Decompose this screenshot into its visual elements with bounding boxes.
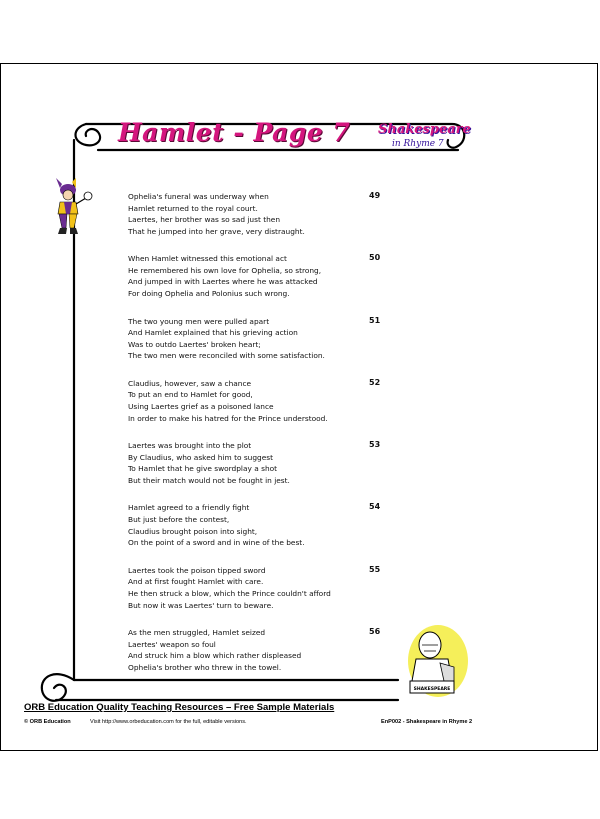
- stanza-56: [128, 627, 388, 689]
- stanza-line: To Hamlet that he give swordplay a shot: [128, 464, 278, 474]
- stanza-51: [128, 316, 388, 378]
- stanza-line: Laertes was brought into the plot: [128, 441, 252, 451]
- logo-sub-text: in Rhyme 7: [392, 139, 444, 149]
- stanza-number: 56: [369, 627, 381, 637]
- footer-copyright: © ORB Education: [24, 719, 71, 725]
- stanza-line: Laertes, her brother was so sad just then: [128, 215, 281, 225]
- stanza-line: He then struck a blow, which the Prince couldn't afford: [128, 588, 331, 598]
- series-logo: [378, 122, 471, 154]
- stanza-52: [128, 378, 388, 440]
- stanza-line: But their match would not be fought in jest.: [128, 475, 290, 485]
- stanza-53: [128, 440, 388, 502]
- stanza-line: But now it was Laertes' turn to beware.: [128, 600, 274, 610]
- stanza-line: On the point of a sword and in wine of the best.: [128, 538, 305, 548]
- stanza-50: [128, 253, 388, 315]
- stanza-line: And at first fought Hamlet with care.: [128, 577, 264, 587]
- stanza-line: He remembered his own love for Ophelia, so strong,: [128, 265, 322, 275]
- stanza-line: Hamlet agreed to a friendly fight: [128, 503, 250, 513]
- stanza-number: 53: [369, 440, 381, 450]
- stanza-line: As the men struggled, Hamlet seized: [128, 628, 266, 638]
- stanza-number: 54: [369, 502, 381, 512]
- jester-icon: [52, 178, 96, 240]
- stanza-number: 49: [369, 191, 381, 200]
- stanza-54: [128, 502, 388, 564]
- stanza-line: For doing Ophelia and Polonius such wrong.: [128, 289, 290, 299]
- stanza-line: To put an end to Hamlet for good,: [128, 390, 253, 400]
- stanza-number: 51: [369, 315, 381, 325]
- stanza-line: By Claudius, who asked him to suggest: [128, 452, 274, 462]
- stanza-line: Was to outdo Laertes' broken heart;: [128, 339, 261, 349]
- stanza-line: But just before the contest,: [128, 515, 230, 525]
- stanza-55: [128, 565, 388, 627]
- poem-stanzas: [128, 191, 388, 689]
- footer-visit-text: Visit http://www.orbeducation.com for the full, editable versions.: [90, 719, 247, 725]
- stanza-line: Ophelia's brother who threw in the towel.: [128, 662, 282, 672]
- stanza-49: [128, 191, 388, 253]
- stanza-line: Using Laertes grief as a poisoned lance: [128, 402, 274, 412]
- stanza-line: And Hamlet explained that his grieving action: [128, 328, 298, 338]
- footer-product-code: EnP002 - Shakespeare in Rhyme 2: [381, 719, 473, 725]
- bust-plaque: SHAKESPEARE: [413, 687, 451, 692]
- footer-title: ORB Education Quality Teaching Resources – Free Sample Materials: [24, 702, 335, 713]
- stanza-line: When Hamlet witnessed this emotional act: [128, 254, 287, 264]
- page-title: Hamlet - Page 7: [118, 118, 351, 147]
- stanza-line: That he jumped into her grave, very distraught.: [128, 226, 305, 236]
- stanza-line: Ophelia's funeral was underway when: [128, 192, 269, 201]
- logo-main-text: Shakespeare: [378, 122, 471, 137]
- stanza-line: And struck him a blow which rather displeased: [128, 651, 302, 661]
- stanza-line: Claudius brought poison into sight,: [128, 526, 258, 536]
- stanza-line: Laertes took the poison tipped sword: [128, 565, 266, 575]
- stanza-line: Claudius, however, saw a chance: [128, 378, 252, 388]
- stanza-line: In order to make his hatred for the Prince understood.: [128, 413, 328, 423]
- stanza-line: Hamlet returned to the royal court.: [128, 203, 258, 213]
- stanza-line: Laertes' weapon so foul: [128, 639, 216, 649]
- stanza-number: 52: [369, 377, 381, 387]
- stanza-number: 55: [369, 564, 381, 574]
- stanza-line: The two young men were pulled apart: [128, 316, 270, 326]
- shakespeare-bust-icon: [404, 623, 468, 699]
- stanza-line: The two men were reconciled with some satisfaction.: [128, 351, 325, 361]
- stanza-number: 50: [369, 253, 381, 263]
- stanza-line: And jumped in with Laertes where he was attacked: [128, 277, 318, 287]
